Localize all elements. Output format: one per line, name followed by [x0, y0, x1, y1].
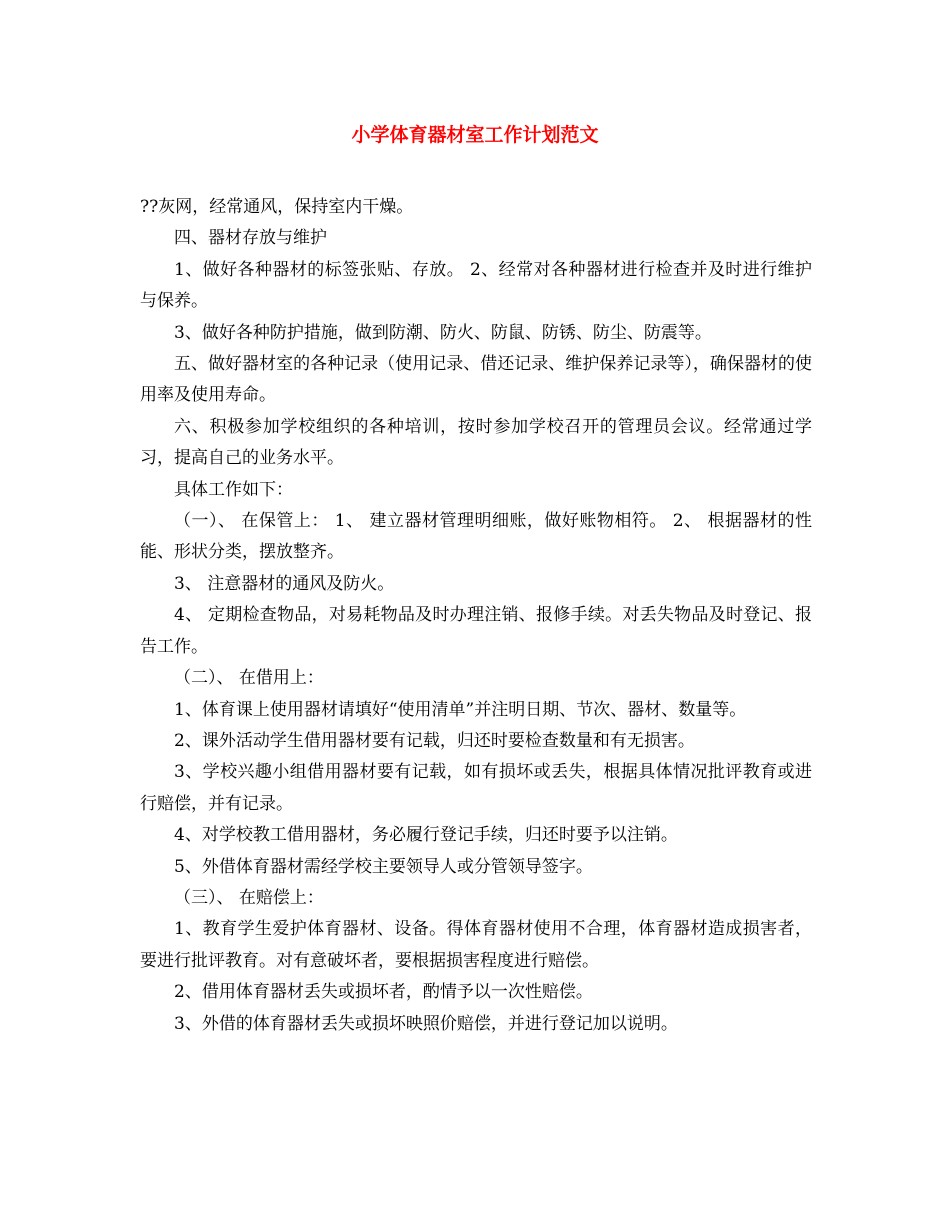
paragraph: （二）、 在借用上： — [174, 668, 324, 689]
document-body — [140, 192, 812, 1040]
paragraph: 3、外借的体育器材丢失或损坏映照价赔偿，并进行登记加以说明。 — [174, 1013, 678, 1034]
paragraph: 四、器材存放与维护 — [174, 228, 327, 249]
paragraph: 五、做好器材室的各种记录（使用记录、借还记录、维护保养记录等），确保器材的使用率及使用寿命。 — [140, 354, 812, 406]
paragraph: （一）、 在保管上： 1、 建立器材管理明细账，做好账物相符。 2、 根据器材的性能、形状分类，摆放整齐。 — [140, 511, 812, 563]
paragraph: 1、做好各种器材的标签张贴、存放。 2、经常对各种器材进行检查并及时进行维护与保养。 — [140, 259, 812, 312]
paragraph: ??灰网，经常通风，保持室内干燥。 — [140, 197, 414, 217]
paragraph: 1、体育课上使用器材请填好“使用清单”并注明日期、节次、器材、数量等。 — [174, 699, 747, 720]
paragraph: 3、学校兴趣小组借用器材要有记载，如有损坏或丢失，根据具体情况批评教育或进行赔偿，并有记录。 — [140, 762, 812, 814]
paragraph: 2、借用体育器材丢失或损坏者，酌情予以一次性赔偿。 — [174, 982, 593, 1003]
paragraph: （三）、 在赔偿上： — [174, 887, 324, 908]
paragraph: 3、 注意器材的通风及防火。 — [174, 573, 395, 594]
paragraph: 2、课外活动学生借用器材要有记载，归还时要检查数量和有无损害。 — [174, 730, 695, 751]
paragraph: 六、积极参加学校组织的各种培训，按时参加学校召开的管理员会议。经常通过学习，提高自己的业务水平。 — [140, 416, 812, 469]
paragraph: 具体工作如下： — [174, 479, 293, 500]
paragraph: 1、教育学生爱护体育器材、设备。得体育器材使用不合理，体育器材造成损害者，要进行批评教育。对有意破坏者，要根据损害程度进行赔偿。 — [140, 919, 812, 971]
paragraph: 4、 定期检查物品，对易耗物品及时办理注销、报修手续。对丢失物品及时登记、报告工作。 — [140, 605, 812, 657]
document-title: 小学体育器材室工作计划范文 — [351, 124, 599, 146]
paragraph: 4、对学校教工借用器材，务必履行登记手续，归还时要予以注销。 — [174, 825, 678, 846]
paragraph: 5、外借体育器材需经学校主要领导人或分管领导签字。 — [174, 856, 593, 877]
paragraph: 3、做好各种防护措施，做到防潮、防火、防鼠、防锈、防尘、防震等。 — [174, 322, 712, 343]
